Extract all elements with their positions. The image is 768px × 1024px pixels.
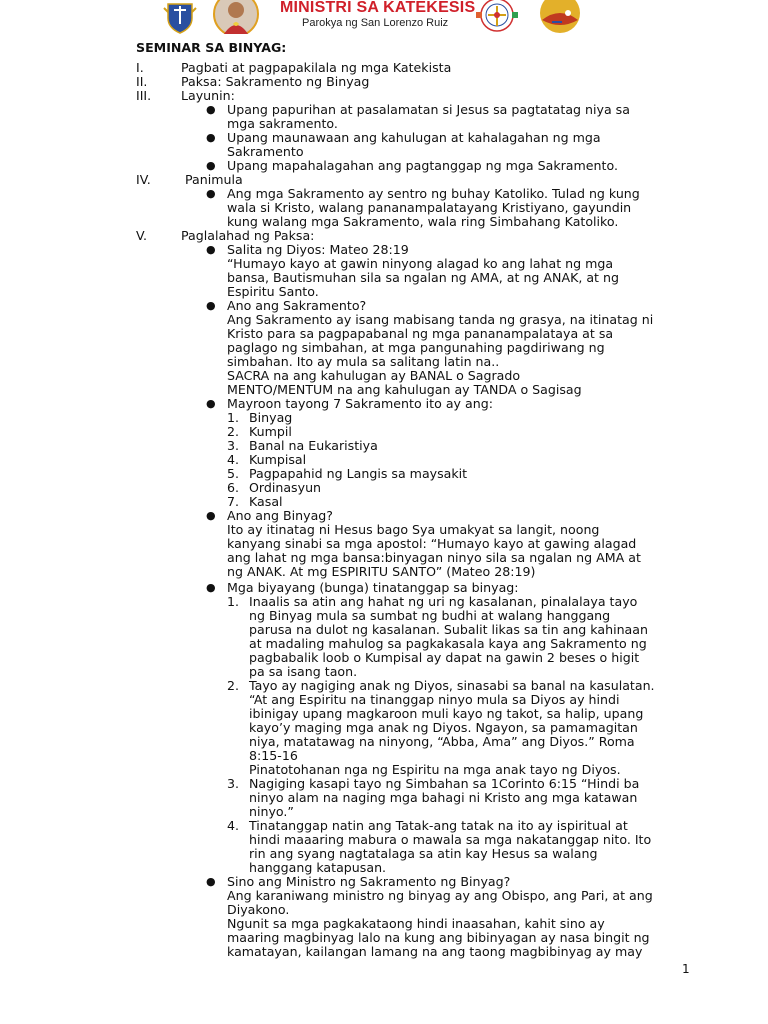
list-item-line: Upang mapahalagahan ang pagtanggap ng mga Sakramento.: [227, 158, 618, 173]
parish-emblem-icon: [470, 0, 524, 34]
biyaya-line: 8:15-16: [249, 748, 298, 763]
list-number: 2.: [227, 424, 240, 439]
sakramento-item: Binyag: [249, 410, 293, 425]
sakramento-item: Kasal: [249, 494, 283, 509]
list-number: 2.: [227, 678, 240, 693]
sakramento-item: Banal na Eukaristiya: [249, 438, 378, 453]
biyaya-line: ninyo.”: [249, 804, 294, 819]
section-heading: Layunin:: [181, 88, 235, 103]
biyaya-line: Pinatotohanan nga ng Espiritu na mga anak tayo ng Diyos.: [249, 762, 621, 777]
list-item-line: Diyakono.: [227, 902, 290, 917]
biyaya-line: kayo’y maging mga anak ng Diyos. Ngayon, sa pamamagitan: [249, 720, 638, 735]
list-number: 1.: [227, 410, 240, 425]
biyaya-line: pagbabalik loob o Kumpisal ay dapat na gawin 2 beses o higit: [249, 650, 640, 665]
list-item-line: Mayroon tayong 7 Sakramento ito ay ang:: [227, 396, 493, 411]
list-item-line: bansa, Bautismuhan sila sa ngalan ng AMA, at ng ANAK, at ng: [227, 270, 619, 285]
list-item-line: kanyang sinabi sa mga apostol: “Humayo kayo at gawing alagad: [227, 536, 637, 551]
sakramento-item: Ordinasyun: [249, 480, 322, 495]
bullet-icon: ●: [206, 187, 216, 200]
list-item-line: Mga biyayang (bunga) tinatanggap sa binyag:: [227, 580, 519, 595]
list-item-line: Ano ang Binyag?: [227, 508, 333, 523]
page-header: [0, 0, 768, 38]
biyaya-line: ibinigay upang magkaroon muli kayo ng takot, sa halip, upang: [249, 706, 644, 721]
sacred-heart-icon: [206, 0, 266, 34]
section-numeral: IV.: [136, 172, 151, 187]
list-item-line: Ang Sakramento ay isang mabisang tanda ng grasya, na itinatag ni: [227, 312, 654, 327]
biyaya-line: Inaalis sa atin ang hahat ng uri ng kasalanan, pinalalaya tayo: [249, 594, 638, 609]
list-item-line: wala si Kristo, walang pananampalatayang Kristiyano, gayundin: [227, 200, 632, 215]
sakramento-item: Kumpisal: [249, 452, 307, 467]
list-item-line: Ang karaniwang ministro ng binyag ay ang Obispo, ang Pari, at ang: [227, 888, 653, 903]
bullet-icon: ●: [206, 397, 216, 410]
biyaya-line: rin ang syang nagtatalaga sa atin kay Hesus sa walang: [249, 846, 598, 861]
list-item-line: Sakramento: [227, 144, 304, 159]
section-numeral: II.: [136, 74, 148, 89]
biyaya-line: Nagiging kasapi tayo ng Simbahan sa 1Corinto 6:15 “Hindi ba: [249, 776, 640, 791]
list-number: 5.: [227, 466, 240, 481]
list-item-line: Salita ng Diyos: Mateo 28:19: [227, 242, 409, 257]
bullet-icon: ●: [206, 509, 216, 522]
list-item-line: paglago ng simbahan, at mga pangunahing pagdiriwang ng: [227, 340, 605, 355]
biyaya-line: at madaling mahulog sa pagkakasala kaya ang Sakramento ng: [249, 636, 647, 651]
list-item-line: simbahan. Ito ay mula sa salitang latin na..: [227, 354, 500, 369]
list-item-line: Ngunit sa mga pagkakataong hindi inaasahan, kahit sino ay: [227, 916, 605, 931]
biyaya-line: Tinatanggap natin ang Tatak-ang tatak na ito ay ispiritual at: [249, 818, 628, 833]
section-heading: Pagbati at pagpapakilala ng mga Katekista: [181, 60, 452, 75]
list-number: 6.: [227, 480, 240, 495]
biyaya-line: ninyo alam na naging mga bahagi ni Kristo ang mga katawan: [249, 790, 638, 805]
bullet-icon: ●: [206, 103, 216, 116]
list-item-line: Kristo para sa pagpapabanal ng mga pananampalataya at sa: [227, 326, 614, 341]
biyaya-line: niya, matatawag na ninyong, “Abba, Ama” ang Diyos.” Roma: [249, 734, 635, 749]
section-numeral: III.: [136, 88, 152, 103]
bullet-icon: ●: [206, 243, 216, 256]
list-item-line: Ang mga Sakramento ay sentro ng buhay Katoliko. Tulad ng kung: [227, 186, 640, 201]
list-item-line: Upang maunawaan ang kahulugan at kahalagahan ng mga: [227, 130, 601, 145]
list-number: 7.: [227, 494, 240, 509]
section-heading: Paksa: Sakramento ng Binyag: [181, 74, 370, 89]
list-number: 4.: [227, 452, 240, 467]
catechesis-logo-icon: [532, 0, 588, 34]
list-number: 3.: [227, 438, 240, 453]
diocese-seal-icon: [160, 0, 200, 34]
org-title: MINISTRI SA KATEKESIS: [280, 0, 476, 16]
list-item-line: “Humayo kayo at gawin ninyong alagad ko ang lahat ng mga: [227, 256, 614, 271]
biyaya-line: hanggang katapusan.: [249, 860, 387, 875]
list-item-line: Sino ang Ministro ng Sakramento ng Binyag?: [227, 874, 511, 889]
list-item-line: mga sakramento.: [227, 116, 338, 131]
biyaya-line: “At ang Espiritu na tinanggap ninyo mula sa Diyos ay hindi: [249, 692, 620, 707]
document-title: SEMINAR SA BINYAG:: [136, 40, 287, 55]
list-item-line: Ito ay itinatag ni Hesus bago Sya umakyat sa langit, noong: [227, 522, 600, 537]
list-item-line: kung walang mga Sakramento, wala ring Simbahang Katoliko.: [227, 214, 619, 229]
org-subtitle: Parokya ng San Lorenzo Ruiz: [302, 17, 449, 29]
biyaya-line: parusa na dulot ng kasalanan. Subalit likas sa tin ang kahinaan: [249, 622, 648, 637]
list-number: 3.: [227, 776, 240, 791]
bullet-icon: ●: [206, 299, 216, 312]
bullet-icon: ●: [206, 875, 216, 888]
list-item-line: Upang papurihan at pasalamatan si Jesus sa pagtatatag niya sa: [227, 102, 630, 117]
list-number: 4.: [227, 818, 240, 833]
bullet-icon: ●: [206, 159, 216, 172]
sakramento-item: Pagpapahid ng Langis sa maysakit: [249, 466, 468, 481]
biyaya-line: Tayo ay nagiging anak ng Diyos, sinasabi sa banal na kasulatan.: [249, 678, 655, 693]
list-item-line: ang lahat ng mga bansa:binyagan ninyo sila sa ngalan ng AMA at: [227, 550, 641, 565]
biyaya-line: hindi maaaring mabura o mawala sa mga nakatanggap nito. Ito: [249, 832, 652, 847]
page-number: 1: [682, 962, 690, 976]
list-item-line: Ano ang Sakramento?: [227, 298, 367, 313]
list-item-line: SACRA na ang kahulugan ay BANAL o Sagrado: [227, 368, 521, 383]
bullet-icon: ●: [206, 131, 216, 144]
list-item-line: maaring magbinyag lalo na kung ang bibinyagan ay nasa bingit ng: [227, 930, 650, 945]
list-item-line: MENTO/MENTUM na ang kahulugan ay TANDA o Sagisag: [227, 382, 582, 397]
list-number: 1.: [227, 594, 240, 609]
biyaya-line: ng Binyag mula sa sumbat ng budhi at walang hanggang: [249, 608, 611, 623]
list-item-line: Espiritu Santo.: [227, 284, 319, 299]
section-numeral: V.: [136, 228, 147, 243]
sakramento-item: Kumpil: [249, 424, 292, 439]
section-heading: Paglalahad ng Paksa:: [181, 228, 315, 243]
bullet-icon: ●: [206, 581, 216, 594]
list-item-line: kamatayan, kailangan lamang na ang taong magbibinyag ay may: [227, 944, 643, 959]
biyaya-line: pa sa isang taon.: [249, 664, 358, 679]
section-heading: Panimula: [185, 172, 243, 187]
list-item-line: ng ANAK. At mg ESPIRITU SANTO” (Mateo 28:19): [227, 564, 536, 579]
section-numeral: I.: [136, 60, 144, 75]
